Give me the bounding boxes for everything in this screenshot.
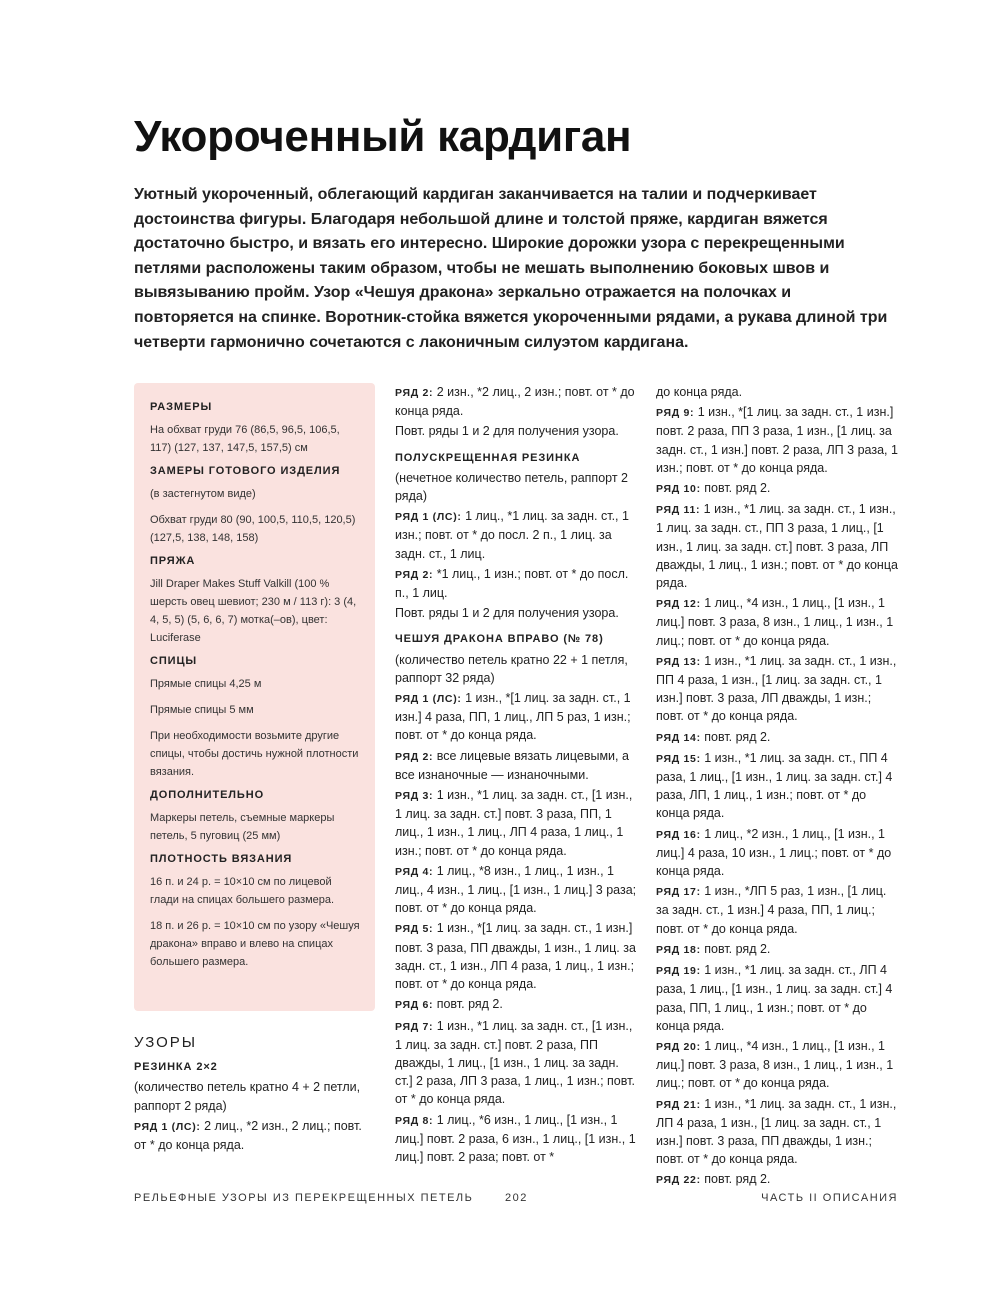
row-text: 1 лиц., *8 изн., 1 лиц., 1 изн., 1 лиц., 4 изн., 1 лиц., [1 изн., 1 лиц.] 3 раза; повт. от * до конца ряда. <box>395 863 637 916</box>
row-label: РЯД 19: <box>656 965 701 978</box>
yarn-text: Jill Draper Makes Stuff Valkill (100 % шерсть овец шевиот; 230 м / 113 г): 3 (4, 4, 5, 5) (5, 6, 6, 7) мотка(–ов), цвет: Luciferase <box>150 578 357 644</box>
instruction-line <box>395 507 638 563</box>
needles-text-2: Прямые спицы 5 мм <box>150 704 254 716</box>
row-text: 1 изн., *[1 лиц. за задн. ст., 1 изн.] повт. 2 раза, ПП 3 раза, 1 изн., [1 лиц. за задн. ст., 1 изн.] повт. 2 раза, ЛП 3 раза, 1 изн.; повт. от * до конца ряда. <box>656 405 898 475</box>
row-text: 1 изн., *[1 лиц. за задн. ст., 1 изн.] 4 раза, ПП, 1 лиц., ЛП 5 раз, 1 изн.; повт. от * до конца ряда. <box>395 691 631 743</box>
instruction-line <box>656 961 901 1035</box>
pattern-section-heading: ПОЛУСКРЕЩЕННАЯ РЕЗИНКА <box>395 451 581 464</box>
row-label: РЯД 14: <box>656 731 701 744</box>
row-label: РЯД 4: <box>395 865 434 878</box>
instruction-line <box>395 747 638 784</box>
instruction-line <box>395 862 638 918</box>
row-text: 1 лиц., *6 изн., 1 лиц., [1 изн., 1 лиц.] повт. 2 раза, 6 изн., 1 лиц., [1 изн., 1 лиц.] повт. 2 раза; повт. от * <box>395 1112 636 1164</box>
row-text: повт. ряд 2. <box>700 941 771 956</box>
row-text: 1 изн., *1 лиц. за задн. ст., ЛП 4 раза, 1 лиц., [1 изн., 1 лиц. за задн. ст.] 4 раза, ПП, 1 лиц., 1 изн.; повт. от * до конца ряда. <box>656 963 893 1033</box>
gauge-text-2: 18 п. и 26 р. = 10×10 см по узору «Чешуя дракона» вправо и влево на спицах большего размера. <box>150 920 360 968</box>
row-text: 1 изн., *ЛП 5 раз, 1 изн., [1 лиц. за задн. ст., 1 изн.] 4 раза, ПП, 1 лиц.; повт. от * до конца ряда. <box>656 884 887 936</box>
instruction-line <box>395 1111 638 1167</box>
instruction-line <box>395 919 638 993</box>
row-label: РЯД 15: <box>656 752 701 765</box>
row-label: РЯД 22: <box>656 1174 701 1187</box>
row-label: РЯД 2: <box>395 568 434 581</box>
instruction-line <box>395 995 638 1014</box>
instruction-line <box>395 565 638 602</box>
row-label: РЯД 1 (ЛС): <box>395 693 462 706</box>
row-text: 1 изн., *[1 лиц. за задн. ст., 1 изн.] повт. 3 раза, ПП дважды, 1 изн., 1 лиц. за задн. ст., 1 изн., ЛП 4 раза, 1 лиц., 1 изн.; повт. от * до конца ряда. <box>395 921 636 992</box>
sizes-heading: РАЗМЕРЫ <box>150 401 213 413</box>
row-text: 1 лиц., *2 изн., 1 лиц., [1 изн., 1 лиц.] 4 раза, 10 изн., 1 лиц.; повт. от * до конца ряда. <box>656 826 892 879</box>
row-label: РЯД 18: <box>656 943 701 956</box>
row-text: 1 лиц., *4 изн., 1 лиц., [1 изн., 1 лиц.] повт. 3 раза, 8 изн., 1 лиц., 1 изн., 1 лиц.; повт. от * до конца ряда. <box>656 1038 894 1091</box>
instruction-line <box>656 500 901 592</box>
row-text: Повт. ряды 1 и 2 для получения узора. <box>395 606 619 621</box>
rib-row-1 <box>134 1117 374 1154</box>
row-text: 1 изн., *1 лиц. за задн. ст., 1 изн., 1 лиц. за задн. ст., ПП 3 раза, 1 лиц., [1 изн., 1 лиц. за задн. ст.] повт. 3 раза, ЛП дважды, 1 лиц., 1 изн.; повт. от * до конца ряда. <box>656 502 898 591</box>
needles-text-3: При необходимости возьмите другие спицы, чтобы достичь нужной плотности вязания. <box>150 730 359 778</box>
row-label: РЯД 2: <box>395 750 434 763</box>
row-label: РЯД 11: <box>656 504 701 517</box>
yarn-heading: ПРЯЖА <box>150 555 196 567</box>
instructions-column-2 <box>395 383 638 1168</box>
finished-measurements-text: Обхват груди 80 (90, 100,5, 110,5, 120,5) (127,5, 138, 148, 158) <box>150 514 356 544</box>
row-text: повт. ряд 2. <box>700 1172 771 1187</box>
intro-paragraph: Уютный укороченный, облегающий кардиган заканчивается на талии и подчеркивает достоинства фигуры. Благодаря небольшой длине и толстой пряже, кардиган вяжется достаточно быстро, и вязать его интересно. Широкие дорожки узора с перекрещенными петлями расположены таким образом, чтобы не мешать выполнению боковых швов и вывязыванию пройм. Узор «Чешуя дракона» зеркально отражается на полочках и повторяется на спинке. Воротник-стойка вяжется укороченными рядами, а рукава длиной три четверти гармонично сочетаются с лаконичным силуэтом кардигана. <box>134 186 888 351</box>
notions-text: Маркеры петель, съемные маркеры петель, 5 пуговиц (25 мм) <box>150 812 335 842</box>
row-label: РЯД 2: <box>395 387 434 399</box>
row-text: 1 изн., *1 лиц. за задн. ст., 1 изн., ПП 4 раза, 1 изн., [1 лиц. за задн. ст., 1 изн.] повт. 3 раза, ЛП дважды, 1 изн.; повт. от * до конца ряда. <box>656 653 897 724</box>
row-label: РЯД 17: <box>656 886 701 899</box>
needles-text-1: Прямые спицы 4,25 м <box>150 678 262 690</box>
row-label: РЯД 13: <box>656 655 701 668</box>
footer-section-title: РЕЛЬЕФНЫЕ УЗОРЫ ИЗ ПЕРЕКРЕЩЕННЫХ ПЕТЕЛЬ <box>134 1192 474 1204</box>
row-text: до конца ряда. <box>656 385 743 399</box>
row-text: *1 лиц., 1 изн.; повт. от * до посл. п., 1 лиц. <box>395 566 629 601</box>
finished-measurements-heading: ЗАМЕРЫ ГОТОВОГО ИЗДЕЛИЯ <box>150 465 341 477</box>
finished-measurements-note: (в застегнутом виде) <box>150 488 256 500</box>
row-label: РЯД 1 (ЛС): <box>134 1120 201 1133</box>
row-text: (нечетное количество петель, раппорт 2 ряда) <box>395 470 628 504</box>
instruction-line <box>656 383 901 401</box>
gauge-text-1: 16 п. и 24 р. = 10×10 см по лицевой глади на спицах большего размера. <box>150 876 335 906</box>
page-title: Укороченный кардиган <box>134 112 632 161</box>
specs-sidebar <box>134 383 375 1011</box>
row-text: повт. ряд 2. <box>700 481 771 496</box>
instruction-line <box>656 403 901 477</box>
instruction-line <box>656 882 901 938</box>
instruction-line <box>656 652 901 726</box>
row-text: 1 лиц., *1 лиц. за задн. ст., 1 изн.; повт. от * до посл. 2 п., 1 лиц. за задн. ст., 1 лиц. <box>395 509 629 561</box>
row-label: РЯД 5: <box>395 923 434 936</box>
instruction-line <box>395 689 638 745</box>
instruction-line <box>656 479 901 498</box>
row-label: РЯД 3: <box>395 790 434 803</box>
instruction-line <box>656 1170 901 1189</box>
row-label: РЯД 8: <box>395 1114 434 1127</box>
instruction-line <box>395 383 638 420</box>
gauge-heading: ПЛОТНОСТЬ ВЯЗАНИЯ <box>150 853 293 865</box>
rib-heading: РЕЗИНКА 2×2 <box>134 1061 218 1074</box>
row-label: РЯД 7: <box>395 1020 434 1033</box>
instruction-line <box>656 1095 901 1169</box>
row-text: 1 изн., *1 лиц. за задн. ст., 1 изн., ЛП 4 раза, 1 изн., [1 лиц. за задн. ст., 1 изн.] повт. 3 раза, ПП дважды, 1 изн.; повт. от * до конца ряда. <box>656 1096 897 1167</box>
instruction-line <box>656 594 901 650</box>
instruction-line <box>395 469 638 505</box>
instruction-line <box>656 1037 901 1093</box>
row-text: 2 лиц., *2 изн., 2 лиц.; повт. от * до конца ряда. <box>134 1118 362 1153</box>
footer-part-title: ЧАСТЬ II ОПИСАНИЯ <box>761 1192 898 1204</box>
row-text: 1 изн., *1 лиц. за задн. ст., ПП 4 раза, 1 лиц., [1 изн., 1 лиц. за задн. ст.] 4 раза, ЛП, 1 лиц., 1 изн.; повт. от * до конца ряда. <box>656 750 893 821</box>
row-text: 1 изн., *1 лиц. за задн. ст., [1 изн., 1 лиц. за задн. ст.] повт. 2 раза, ПП дважды, 1 лиц., [1 изн., 1 лиц. за задн. ст.] 2 раза, ЛП 3 раза, 1 лиц., 1 изн.; повт. от * до конца ряда. <box>395 1018 635 1107</box>
instructions-column-3 <box>656 383 901 1192</box>
row-text: Повт. ряды 1 и 2 для получения узора. <box>395 424 619 439</box>
row-label: РЯД 9: <box>656 407 695 420</box>
row-label: РЯД 10: <box>656 483 701 496</box>
row-label: РЯД 1 (ЛС): <box>395 511 462 524</box>
row-label: РЯД 21: <box>656 1098 701 1111</box>
instruction-line <box>395 786 638 860</box>
row-text: (количество петель кратно 22 + 1 петля, раппорт 32 ряда) <box>395 652 628 685</box>
patterns-heading: УЗОРЫ <box>134 1034 198 1051</box>
row-label: РЯД 12: <box>656 598 701 611</box>
sizes-text: На обхват груди 76 (86,5, 96,5, 106,5, 117) (127, 137, 147,5, 157,5) см <box>150 424 340 454</box>
instruction-line <box>656 728 901 747</box>
row-text: 1 изн., *1 лиц. за задн. ст., [1 изн., 1 лиц. за задн. ст.] повт. 3 раза, ПП, 1 лиц., 1 изн., 1 лиц., ЛП 4 раза, 1 лиц., 1 изн.; повт. от * до конца ряда. <box>395 788 633 858</box>
row-text: все лицевые вязать лицевыми, а все изнаночные — изнаночными. <box>395 748 629 782</box>
instruction-line <box>395 1017 638 1109</box>
instruction-line <box>395 422 638 440</box>
row-text: 1 лиц., *4 изн., 1 лиц., [1 изн., 1 лиц.] повт. 3 раза, 8 изн., 1 лиц., 1 изн., 1 лиц.; повт. от * до конца ряда. <box>656 596 894 648</box>
row-text: повт. ряд 2. <box>700 729 771 744</box>
instruction-line <box>656 749 901 823</box>
row-label: РЯД 6: <box>395 999 434 1012</box>
row-text: 2 изн., *2 лиц., 2 изн.; повт. от * до конца ряда. <box>395 385 635 419</box>
notions-heading: ДОПОЛНИТЕЛЬНО <box>150 789 265 801</box>
patterns-section <box>134 1034 374 1156</box>
instruction-line <box>656 940 901 959</box>
pattern-section-heading: ЧЕШУЯ ДРАКОНА ВПРАВО (№ 78) <box>395 633 604 646</box>
instruction-line <box>395 651 638 687</box>
instruction-line <box>656 825 901 881</box>
row-text: повт. ряд 2. <box>433 997 503 1012</box>
rib-note: (количество петель кратно 4 + 2 петли, раппорт 2 ряда) <box>134 1080 361 1113</box>
needles-heading: СПИЦЫ <box>150 655 198 667</box>
page-number: 202 <box>505 1192 528 1204</box>
instruction-line <box>395 604 638 622</box>
row-label: РЯД 16: <box>656 828 701 841</box>
row-label: РЯД 20: <box>656 1040 701 1053</box>
